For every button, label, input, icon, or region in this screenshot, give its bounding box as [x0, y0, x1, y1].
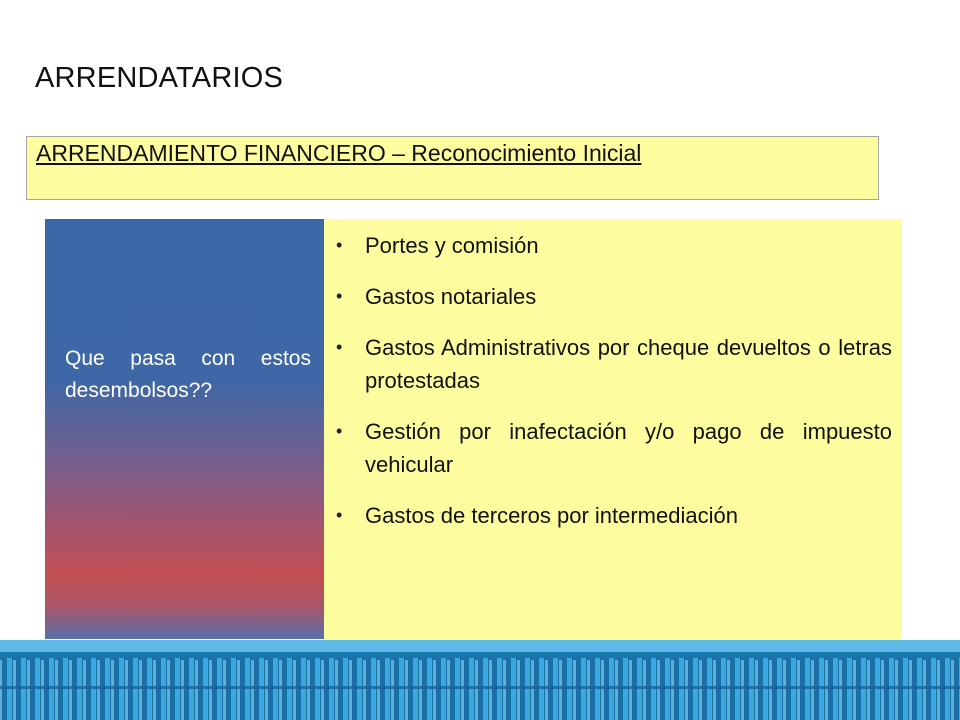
list-item — [324, 229, 892, 262]
question-panel — [45, 219, 324, 639]
bullet-icon: • — [336, 421, 343, 441]
list-item — [324, 499, 892, 532]
list-item-text: Portes y comisión — [365, 233, 539, 258]
bullet-icon: • — [336, 337, 343, 357]
slide-subtitle: ARRENDAMIENTO FINANCIERO – Reconocimiento Inicial — [36, 140, 642, 166]
decorative-building-banner — [0, 640, 960, 720]
bullet-icon: • — [336, 235, 343, 255]
expenses-list — [324, 229, 892, 550]
list-item-text: Gastos Administrativos por cheque devueltos o letras protestadas — [365, 335, 892, 393]
question-text: Que pasa con estos desembolsos?? — [65, 347, 311, 402]
list-item — [324, 415, 892, 481]
bullet-icon: • — [336, 505, 343, 525]
expenses-panel — [324, 219, 902, 639]
slide-title: ARRENDATARIOS — [35, 62, 284, 94]
list-item — [324, 331, 892, 397]
list-item — [324, 280, 892, 313]
bullet-icon: • — [336, 286, 343, 306]
building-facade-image — [0, 640, 960, 720]
list-item-text: Gastos notariales — [365, 284, 537, 309]
list-item-text: Gastos de terceros por intermediación — [365, 503, 738, 528]
subtitle-box — [26, 136, 879, 200]
list-item-text: Gestión por inafectación y/o pago de impuesto vehicular — [365, 419, 892, 477]
